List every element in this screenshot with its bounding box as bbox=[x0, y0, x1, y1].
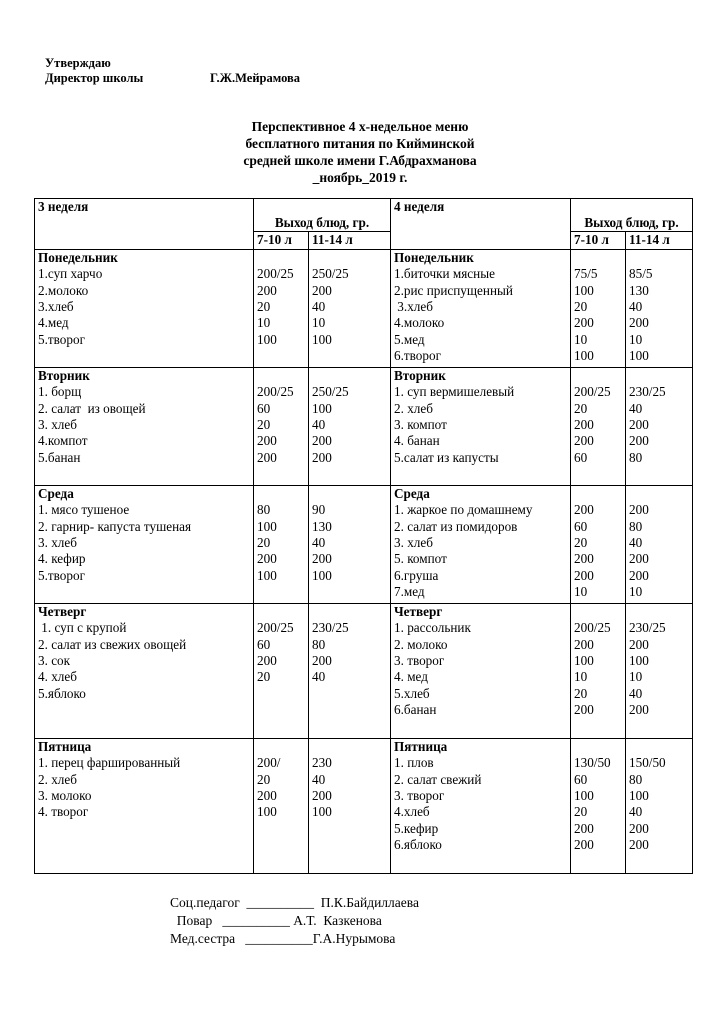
portion-value: 60 bbox=[574, 771, 588, 787]
portion-value: 250/25 bbox=[312, 384, 349, 400]
portion-7-10-cell bbox=[571, 485, 626, 603]
day-name: Вторник bbox=[394, 367, 446, 383]
signature-cook: Повар __________ А.Т. Казкенова bbox=[170, 913, 382, 928]
week-3-label-cell bbox=[35, 199, 254, 250]
signature-nurse: Мед.сестра __________Г.А.Нурымова bbox=[170, 931, 396, 946]
dish-item: 3. хлеб bbox=[394, 535, 433, 551]
portion-value: 10 bbox=[629, 584, 643, 600]
dish-item: 1. перец фаршированный bbox=[38, 755, 181, 771]
portion-value: 40 bbox=[629, 299, 643, 315]
portion-value: 200 bbox=[257, 551, 277, 567]
portion-value: 80 bbox=[629, 771, 643, 787]
portion-value: 200 bbox=[629, 702, 649, 718]
day-name: Пятница bbox=[38, 738, 92, 754]
portion-value: 85/5 bbox=[629, 266, 653, 282]
portion-value: 250/25 bbox=[312, 266, 349, 282]
dish-item: 4.хлеб bbox=[394, 804, 430, 820]
dish-item: 1. борщ bbox=[38, 384, 82, 400]
portion-value: 40 bbox=[629, 804, 643, 820]
portion-value: 200 bbox=[312, 449, 332, 465]
dishes-cell bbox=[35, 603, 254, 738]
portion-11-14-cell bbox=[309, 603, 391, 738]
dish-item: 3.хлеб bbox=[38, 299, 74, 315]
dishes-cell bbox=[391, 485, 571, 603]
portion-7-10-cell bbox=[254, 603, 309, 738]
dishes-cell bbox=[35, 249, 254, 367]
portion-value: 200 bbox=[312, 653, 332, 669]
portion-value: 90 bbox=[312, 502, 326, 518]
portion-value: 200 bbox=[574, 551, 594, 567]
week-3-label: 3 неделя bbox=[38, 199, 89, 214]
director-position: Директор школы bbox=[45, 71, 144, 85]
portion-value: 200/ bbox=[257, 755, 281, 771]
portion-11-14-cell bbox=[626, 485, 693, 603]
portion-11-14-cell bbox=[309, 367, 391, 485]
portion-value: 80 bbox=[629, 518, 643, 534]
portion-value: 200 bbox=[574, 502, 594, 518]
week-4-age-2: 11-14 л bbox=[626, 232, 693, 249]
portion-value: 60 bbox=[574, 449, 588, 465]
day-name: Четверг bbox=[394, 603, 443, 619]
week-4-age-1: 7-10 л bbox=[571, 232, 626, 249]
dish-item: 3.хлеб bbox=[394, 299, 433, 315]
dish-item: 4. хлеб bbox=[38, 669, 77, 685]
approval-block bbox=[45, 56, 300, 86]
portion-value: 100 bbox=[257, 567, 277, 583]
dishes-cell bbox=[35, 367, 254, 485]
portion-value: 200/25 bbox=[257, 384, 294, 400]
portion-value: 20 bbox=[257, 299, 271, 315]
portion-value: 100 bbox=[629, 788, 649, 804]
portion-value: 40 bbox=[629, 685, 643, 701]
portion-value: 75/5 bbox=[574, 266, 598, 282]
portion-value: 200 bbox=[574, 315, 594, 331]
portion-value: 200/25 bbox=[257, 620, 294, 636]
dish-item: 2. хлеб bbox=[38, 771, 77, 787]
signature-social-pedagogue: Соц.педагог __________ П.К.Байдиллаева bbox=[170, 895, 419, 910]
portion-value: 130/50 bbox=[574, 755, 611, 771]
portion-11-14-cell bbox=[309, 249, 391, 367]
dish-item: 1. жаркое по домашнему bbox=[394, 502, 533, 518]
portion-value: 100 bbox=[574, 653, 594, 669]
title-line-3: средней школе имени Г.Абдрахманова bbox=[243, 153, 477, 168]
portion-value: 100 bbox=[312, 400, 332, 416]
portion-value: 40 bbox=[312, 535, 326, 551]
portion-value: 200 bbox=[629, 636, 649, 652]
day-name: Пятница bbox=[394, 738, 448, 754]
dish-item: 1. суп с крупой bbox=[38, 620, 127, 636]
dish-item: 1.биточки мясные bbox=[394, 266, 495, 282]
week-3-output-header bbox=[254, 199, 391, 232]
dish-item: 3. компот bbox=[394, 417, 447, 433]
portion-value: 230/25 bbox=[312, 620, 349, 636]
portion-value: 100 bbox=[574, 788, 594, 804]
week-4-output-label: Выход блюд, гр. bbox=[584, 215, 679, 230]
portion-value: 40 bbox=[312, 771, 326, 787]
portion-value: 200 bbox=[574, 636, 594, 652]
portion-value: 200 bbox=[257, 653, 277, 669]
portion-value: 200 bbox=[312, 433, 332, 449]
portion-11-14-cell bbox=[626, 249, 693, 367]
dish-item: 4. банан bbox=[394, 433, 440, 449]
portion-value: 150/50 bbox=[629, 755, 666, 771]
portion-11-14-cell bbox=[626, 603, 693, 738]
portion-value: 200 bbox=[629, 551, 649, 567]
title-line-1: Перспективное 4 х-недельное меню bbox=[251, 119, 469, 134]
approval-signature-row bbox=[45, 71, 300, 86]
portion-value: 200 bbox=[574, 417, 594, 433]
dish-item: 7.мед bbox=[394, 584, 425, 600]
week-3-output-label: Выход блюд, гр. bbox=[274, 215, 370, 230]
portion-7-10-cell bbox=[571, 249, 626, 367]
portion-value: 200 bbox=[257, 433, 277, 449]
portion-value: 200/25 bbox=[574, 384, 611, 400]
dish-item: 4. кефир bbox=[38, 551, 86, 567]
portion-value: 20 bbox=[574, 299, 588, 315]
dish-item: 5.творог bbox=[38, 567, 85, 583]
dish-item: 2. салат из овощей bbox=[38, 400, 146, 416]
dish-item: 5.хлеб bbox=[394, 685, 430, 701]
day-name: Среда bbox=[394, 485, 430, 501]
portion-value: 40 bbox=[312, 299, 326, 315]
dish-item: 5. компот bbox=[394, 551, 447, 567]
week-4-output-header bbox=[571, 199, 693, 232]
portion-value: 200/25 bbox=[574, 620, 611, 636]
portion-value: 20 bbox=[574, 804, 588, 820]
portion-11-14-cell bbox=[309, 485, 391, 603]
portion-value: 230/25 bbox=[629, 384, 666, 400]
portion-value: 200 bbox=[257, 449, 277, 465]
dish-item: 5.яблоко bbox=[38, 685, 86, 701]
portion-value: 20 bbox=[257, 771, 271, 787]
portion-value: 10 bbox=[574, 584, 588, 600]
dish-item: 2. гарнир- капуста тушеная bbox=[38, 518, 192, 534]
dish-item: 2.рис приспущенный bbox=[394, 282, 513, 298]
portion-11-14-cell bbox=[309, 738, 391, 873]
day-row bbox=[35, 738, 693, 873]
portion-11-14-cell bbox=[626, 367, 693, 485]
portion-value: 100 bbox=[574, 282, 594, 298]
portion-value: 200 bbox=[312, 282, 332, 298]
dish-item: 4.компот bbox=[38, 433, 88, 449]
portion-value: 100 bbox=[629, 653, 649, 669]
dish-item: 4.молоко bbox=[394, 315, 445, 331]
dish-item: 1.суп харчо bbox=[38, 266, 103, 282]
portion-value: 100 bbox=[312, 331, 332, 347]
week-3-age-2: 11-14 л bbox=[309, 232, 391, 249]
approval-label: Утверждаю bbox=[45, 56, 111, 70]
dish-item: 1. мясо тушеное bbox=[38, 502, 130, 518]
portion-value: 230 bbox=[312, 755, 332, 771]
dish-item: 2.молоко bbox=[38, 282, 89, 298]
portion-value: 200 bbox=[257, 788, 277, 804]
dish-item: 2. хлеб bbox=[394, 400, 433, 416]
dishes-cell bbox=[391, 249, 571, 367]
dish-item: 5.банан bbox=[38, 449, 81, 465]
portion-value: 80 bbox=[257, 502, 271, 518]
portion-value: 200 bbox=[629, 417, 649, 433]
portion-value: 10 bbox=[312, 315, 326, 331]
signatures-block bbox=[170, 894, 419, 948]
dish-item: 3. творог bbox=[394, 653, 445, 669]
portion-value: 130 bbox=[629, 282, 649, 298]
portion-11-14-cell bbox=[626, 738, 693, 873]
dishes-cell bbox=[391, 367, 571, 485]
portion-value: 60 bbox=[574, 518, 588, 534]
dish-item: 1. плов bbox=[394, 755, 434, 771]
dish-item: 3. сок bbox=[38, 653, 71, 669]
week-4-label: 4 неделя bbox=[394, 199, 445, 214]
portion-value: 200 bbox=[629, 837, 649, 853]
portion-value: 20 bbox=[574, 535, 588, 551]
dishes-cell bbox=[391, 738, 571, 873]
portion-value: 10 bbox=[257, 315, 271, 331]
week-4-label-cell bbox=[391, 199, 571, 250]
portion-value: 20 bbox=[257, 669, 271, 685]
portion-7-10-cell bbox=[571, 603, 626, 738]
dish-item: 2. салат из свежих овощей bbox=[38, 636, 187, 652]
title-line-4: _ноябрь_2019 г. bbox=[312, 170, 408, 185]
portion-value: 60 bbox=[257, 400, 271, 416]
dish-item: 6.яблоко bbox=[394, 837, 442, 853]
portion-value: 80 bbox=[629, 449, 643, 465]
portion-value: 200 bbox=[629, 502, 649, 518]
dish-item: 3. хлеб bbox=[38, 535, 77, 551]
portion-value: 200 bbox=[574, 433, 594, 449]
day-row bbox=[35, 249, 693, 367]
portion-value: 200 bbox=[574, 567, 594, 583]
dishes-cell bbox=[35, 485, 254, 603]
portion-value: 100 bbox=[629, 348, 649, 364]
dish-item: 3. молоко bbox=[38, 788, 92, 804]
portion-value: 10 bbox=[574, 331, 588, 347]
title-line-2: бесплатного питания по Кийминской bbox=[245, 136, 475, 151]
portion-value: 200 bbox=[574, 837, 594, 853]
dish-item: 2. салат свежий bbox=[394, 771, 482, 787]
dish-item: 1. рассольник bbox=[394, 620, 471, 636]
portion-value: 200 bbox=[629, 433, 649, 449]
portion-value: 200 bbox=[629, 820, 649, 836]
dish-item: 2. салат из помидоров bbox=[394, 518, 518, 534]
portion-value: 20 bbox=[257, 417, 271, 433]
menu-table bbox=[34, 198, 693, 874]
portion-value: 100 bbox=[257, 804, 277, 820]
week-3-age-1: 7-10 л bbox=[254, 232, 309, 249]
portion-value: 200 bbox=[574, 820, 594, 836]
portion-value: 100 bbox=[312, 804, 332, 820]
portion-value: 40 bbox=[312, 669, 326, 685]
day-name: Среда bbox=[38, 485, 74, 501]
week-header-row bbox=[35, 199, 693, 232]
day-name: Четверг bbox=[38, 603, 87, 619]
day-name: Вторник bbox=[38, 367, 90, 383]
portion-value: 200 bbox=[257, 282, 277, 298]
portion-7-10-cell bbox=[254, 249, 309, 367]
dish-item: 5.кефир bbox=[394, 820, 439, 836]
portion-value: 40 bbox=[629, 535, 643, 551]
portion-value: 230/25 bbox=[629, 620, 666, 636]
day-row bbox=[35, 485, 693, 603]
portion-value: 20 bbox=[257, 535, 271, 551]
portion-value: 10 bbox=[629, 331, 643, 347]
portion-value: 10 bbox=[574, 669, 588, 685]
dish-item: 6.творог bbox=[394, 348, 441, 364]
portion-value: 40 bbox=[629, 400, 643, 416]
dish-item: 6.груша bbox=[394, 567, 439, 583]
portion-7-10-cell bbox=[571, 367, 626, 485]
portion-value: 100 bbox=[257, 331, 277, 347]
portion-value: 20 bbox=[574, 685, 588, 701]
portion-7-10-cell bbox=[254, 485, 309, 603]
portion-value: 130 bbox=[312, 518, 332, 534]
dish-item: 2. молоко bbox=[394, 636, 448, 652]
portion-7-10-cell bbox=[254, 367, 309, 485]
dish-item: 5.салат из капусты bbox=[394, 449, 499, 465]
dish-item: 5.творог bbox=[38, 331, 85, 347]
portion-value: 20 bbox=[574, 400, 588, 416]
portion-7-10-cell bbox=[571, 738, 626, 873]
portion-value: 200 bbox=[629, 315, 649, 331]
dish-item: 3. творог bbox=[394, 788, 445, 804]
portion-value: 10 bbox=[629, 669, 643, 685]
dish-item: 6.банан bbox=[394, 702, 437, 718]
day-row bbox=[35, 367, 693, 485]
portion-value: 200 bbox=[574, 702, 594, 718]
portion-value: 100 bbox=[312, 567, 332, 583]
document-title bbox=[200, 118, 520, 186]
dish-item: 5.мед bbox=[394, 331, 425, 347]
portion-value: 60 bbox=[257, 636, 271, 652]
director-name: Г.Ж.Мейрамова bbox=[210, 71, 301, 85]
dish-item: 4. творог bbox=[38, 804, 89, 820]
portion-7-10-cell bbox=[254, 738, 309, 873]
menu-table-body bbox=[35, 199, 693, 874]
portion-value: 80 bbox=[312, 636, 326, 652]
portion-value: 40 bbox=[312, 417, 326, 433]
day-row bbox=[35, 603, 693, 738]
dish-item: 1. суп вермишелевый bbox=[394, 384, 515, 400]
portion-value: 200 bbox=[312, 788, 332, 804]
day-name: Понедельник bbox=[394, 249, 474, 265]
portion-value: 100 bbox=[257, 518, 277, 534]
portion-value: 100 bbox=[574, 348, 594, 364]
portion-value: 200 bbox=[312, 551, 332, 567]
dishes-cell bbox=[391, 603, 571, 738]
dish-item: 4. мед bbox=[394, 669, 428, 685]
dishes-cell bbox=[35, 738, 254, 873]
dish-item: 3. хлеб bbox=[38, 417, 77, 433]
dish-item: 4.мед bbox=[38, 315, 69, 331]
day-name: Понедельник bbox=[38, 249, 118, 265]
portion-value: 200/25 bbox=[257, 266, 294, 282]
portion-value: 200 bbox=[629, 567, 649, 583]
